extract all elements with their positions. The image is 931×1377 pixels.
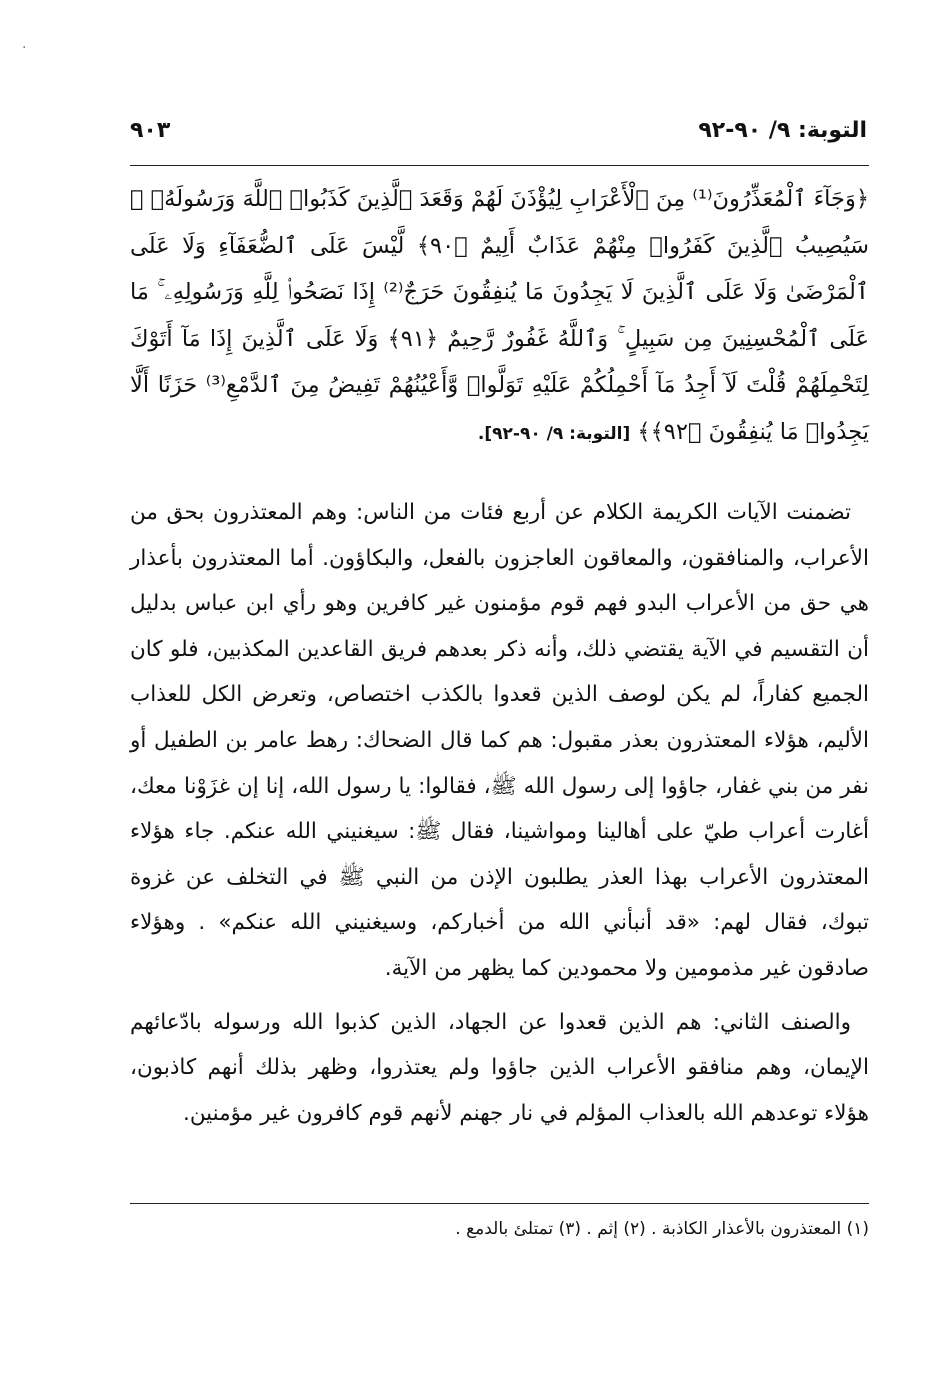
quran-verse-block — [130, 176, 869, 457]
paragraph: والصنف الثاني: هم الذين قعدوا عن الجهاد، الذين كذبوا الله ورسوله بادّعائهم الإيمان، وهم منافقو الأعراب الذين جاؤوا ولم يعتذروا، وظهر بذلك أنهم كاذبون، هؤلاء توعدهم الله بالعذاب المؤلم في نار جهنم لأنهم قوم كافرون غير مؤمنين. — [130, 1009, 869, 1126]
verse-close-bracket: ﴾ — [637, 418, 651, 445]
commentary-body — [130, 490, 869, 1144]
verse-citation: [التوبة: ٩/ ٩٠-٩٢]. — [477, 423, 631, 444]
verse-open-bracket: ﴿ — [855, 186, 870, 212]
header-divider — [130, 165, 869, 166]
page-number: ٩٠٣ — [130, 118, 171, 143]
verse-text: وَجَآءَ ٱلْمُعَذِّرُونَ⁽¹⁾ مِنَ ٱلْأَعْرَابِ لِيُؤْذَنَ لَهُمْ وَقَعَدَ ٱلَّذِينَ كَذَبُوا۟ ٱللَّهَ وَرَسُولَهُۥ ۚ سَيُصِيبُ ٱلَّذِينَ كَفَرُوا۟ مِنْهُمْ عَذَابٌ أَلِيمٌ ﴿٩٠﴾ لَّيْسَ عَلَى ٱلضُّعَفَآءِ وَلَا عَلَى ٱلْمَرْضَىٰ وَلَا عَلَى ٱلَّذِينَ لَا يَجِدُونَ مَا يُنفِقُونَ حَرَجٌ⁽²⁾ إِذَا نَصَحُوا۟ لِلَّهِ وَرَسُولِهِۦ ۚ مَا عَلَى ٱلْمُحْسِنِينَ مِن سَبِيلٍ ۚ وَٱللَّهُ غَفُورٌ رَّحِيمٌ ﴿٩١﴾ وَلَا عَلَى ٱلَّذِينَ إِذَا مَآ أَتَوْكَ لِتَحْمِلَهُمْ قُلْتَ لَآ أَجِدُ مَآ أَحْمِلُكُمْ عَلَيْهِ تَوَلَّوا۟ وَّأَعْيُنُهُمْ تَفِيضُ مِنَ ٱلدَّمْعِ⁽³⁾ حَزَنًا أَلَّا يَجِدُوا۟ مَا يُنفِقُونَ ﴿٩٢﴾ — [130, 186, 870, 445]
page-header — [130, 118, 867, 158]
footnotes: (١) المعتذرون بالأعذار الكاذبة . (٢) إثم . (٣) تمتلئ بالدمع . — [455, 1219, 869, 1239]
footnote-divider — [130, 1203, 869, 1204]
scan-speck: · — [22, 40, 27, 56]
running-title: التوبة: ٩/ ٩٠-٩٢ — [698, 118, 867, 143]
paragraph: تضمنت الآيات الكريمة الكلام عن أربع فئات من الناس: وهم المعتذرون بحق من الأعراب، والمنافقون، والمعاقون العاجزون بالفعل، والبكاؤون. أما المعتذرون بأعذار هي حق من الأعراب البدو فهم قوم مؤمنون غير كافرين وهو رأي ابن عباس بدليل أن التقسيم في الآية يقتضي ذلك، وأنه ذكر بعدهم فريق القاعدين المكذبين، فلو كان الجميع كفاراً، لم يكن لوصف الذين قعدوا بالكذب اختصاص، وتعرض الكل للعذاب الأليم، هؤلاء المعتذرون بعذر مقبول: هم كما قال الضحاك: رهط عامر بن الطفيل أو نفر من بني غفار، جاؤوا إلى رسول الله ﷺ، فقالوا: يا رسول الله، إنا إن غزَوْنا معك، أغارت أعراب طيّ على أهالينا ومواشينا، فقال ﷺ: سيغنيني الله عنكم. جاء هؤلاء المعتذرون الأعراب بهذا العذر يطلبون الإذن من النبي ﷺ في التخلف عن غزوة تبوك، فقال لهم: «قد أنبأني الله من أخباركم، وسيغنيني الله عنكم» . وهؤلاء صادقون غير مذمومين ولا محمودين كما يظهر من الآية. — [130, 500, 869, 981]
